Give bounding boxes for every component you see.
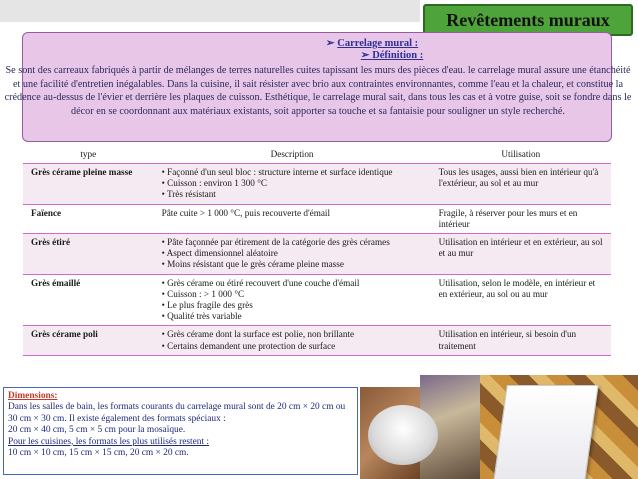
cell-description: Pâte cuite > 1 000 °C, puis recouverte d'émail: [154, 204, 431, 233]
arrow-icon: ➢: [360, 50, 370, 61]
cell-type: Grès étiré: [23, 234, 154, 275]
cell-type: Grès cérame pleine masse: [23, 164, 154, 205]
cell-type: Faïence: [23, 204, 154, 233]
definition-box: [4, 32, 632, 142]
table-row: [23, 164, 611, 205]
column-header-utilisation: Utilisation: [431, 146, 611, 164]
dimensions-line: Pour les cuisines, les formats les plus utilisés restent :: [8, 436, 210, 447]
top-bar: [0, 0, 420, 22]
tile-types-table: [23, 146, 611, 356]
definition-heading: [23, 37, 611, 61]
cell-utilisation: Utilisation en intérieur, si besoin d'un traitement: [431, 326, 611, 355]
cell-description: • Pâte façonnée par étirement de la catégorie des grès cérames • Aspect dimensionnel aléatoire • Moins résistant que le grès cérame pleine masse: [154, 234, 431, 275]
cell-type: Grès émaillé: [23, 274, 154, 326]
dimensions-box: [3, 387, 358, 475]
cell-utilisation: Tous les usages, aussi bien en intérieur qu'à l'extérieur, au sol et au mur: [431, 164, 611, 205]
dimensions-line: 20 cm × 40 cm, 5 cm × 5 cm pour la mosaïque.: [8, 425, 186, 436]
table-row: [23, 326, 611, 355]
heading-text: Carrelage mural :: [337, 38, 419, 49]
dimensions-title: Dimensions:: [8, 391, 58, 401]
subheading-text: Définition :: [372, 50, 424, 61]
table-header-row: [23, 146, 611, 164]
dimensions-line: Dans les salles de bain, les formats courants du carrelage mural sont de 20 cm × 20 cm ou 30 cm × 30 cm. Il existe également des formats spéciaux :: [8, 402, 346, 424]
table-row: [23, 204, 611, 233]
cell-utilisation: Utilisation, selon le modèle, en intérieur et en extérieur, au sol ou au mur: [431, 274, 611, 326]
column-header-description: Description: [154, 146, 431, 164]
white-tiles-photo: [493, 385, 598, 479]
slide-title: Revêtements muraux: [423, 4, 633, 36]
dimensions-line: 10 cm × 10 cm, 15 cm × 15 cm, 20 cm × 20 cm.: [8, 448, 189, 459]
column-header-type: type: [23, 146, 154, 164]
cell-utilisation: Utilisation en intérieur et en extérieur, au sol et au mur: [431, 234, 611, 275]
cell-description: • Grès cérame dont la surface est polie, non brillante • Certains demandent une protection de surface: [154, 326, 431, 355]
table-row: [23, 274, 611, 326]
definition-text: Se sont des carreaux fabriqués à partir de mélanges de terres naturelles cuites tapissant les murs des pièces d'eau. le carrelage mural assure une étanchéité et une facilité d'entretien inégalables. Dans la cuisine, il sait résister avec brio aux contraintes environnantes, comme l'eau et la chaleur, et constitue la crédence au-dessus de l'évier et derrière les plaques de cuisson. Esthétique, le carrelage mural sait, dans tous les cas et à votre guise, soit se fondre dans le décor en se coordonnant aux matériaux existants, soit apporter sa touche et sa fantaisie pour souligner un style recherché.: [4, 65, 632, 117]
cell-description: • Façonné d'un seul bloc : structure interne et surface identique • Cuisson : environ 1 300 °C • Très résistant: [154, 164, 431, 205]
arrow-icon: ➢: [325, 38, 335, 49]
sink-photo: [368, 405, 438, 465]
cell-type: Grès cérame poli: [23, 326, 154, 355]
table-row: [23, 234, 611, 275]
cell-utilisation: Fragile, à réserver pour les murs et en intérieur: [431, 204, 611, 233]
cell-description: • Grès cérame ou étiré recouvert d'une couche d'émail • Cuisson : > 1 000 °C • Le plus fragile des grès • Qualité très variable: [154, 274, 431, 326]
tile-photos: [360, 375, 638, 479]
